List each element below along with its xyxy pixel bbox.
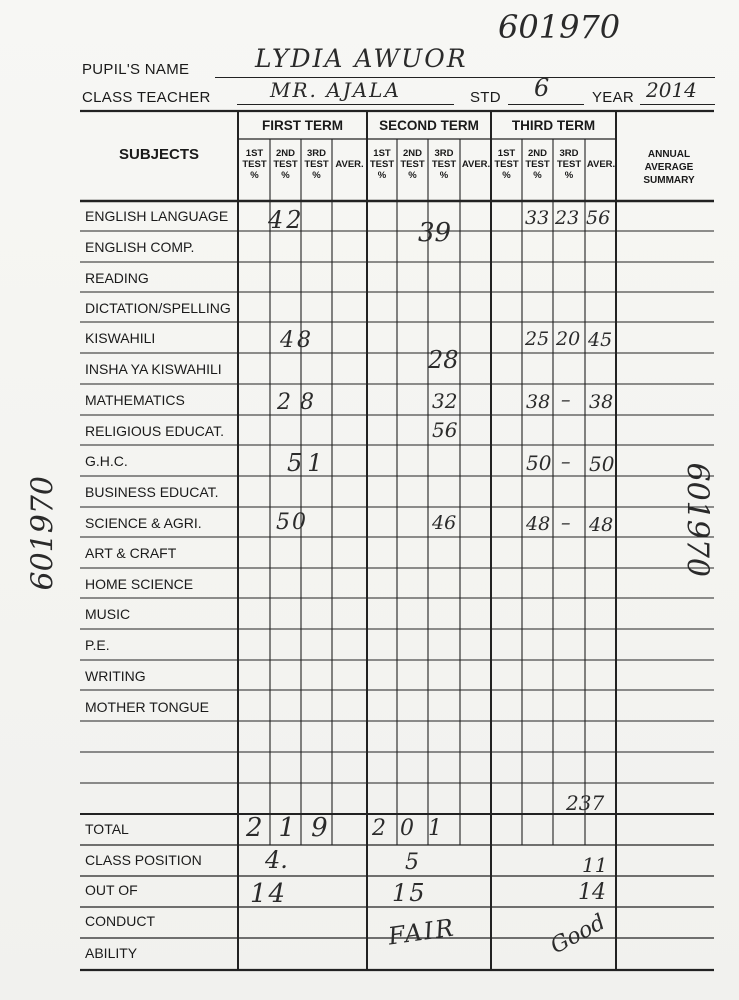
t1-test2-header: 2ND TEST % — [273, 148, 298, 181]
t3-test3-header: 3RD TEST % — [556, 148, 582, 181]
row-conduct: CONDUCT — [85, 913, 155, 929]
second-term-header: SECOND TERM — [379, 118, 479, 133]
mark-math-t1: 28 — [277, 390, 323, 415]
mark-science-t3-2nd: 48 — [526, 513, 551, 535]
mark-outof-t1: 14 — [250, 879, 288, 909]
mark-conduct: FAIR — [386, 913, 458, 951]
subject-music: MUSIC — [85, 606, 131, 622]
third-term-header: THIRD TERM — [511, 118, 596, 133]
mark-kiswahili-t3-avg: 45 — [588, 329, 613, 351]
std-value: 6 — [534, 74, 550, 102]
t1-aver-header: AVER. — [335, 159, 364, 170]
subject-business: BUSINESS EDUCAT. — [85, 484, 219, 500]
class-teacher-label: CLASS TEACHER — [82, 89, 211, 106]
mark-science-t3-avg: 48 — [589, 514, 614, 536]
mark-total-t2: 201 — [372, 816, 456, 841]
mark-ghc-t3-3rd: – — [561, 451, 571, 473]
mark-position-t1: 4. — [265, 846, 288, 874]
mark-english-t2: 39 — [418, 218, 452, 248]
std-label: STD — [470, 89, 501, 106]
t2-test2-header: 2ND TEST % — [400, 148, 425, 181]
mark-outof-t2: 15 — [392, 879, 427, 907]
mark-total-t1: 219 — [246, 813, 344, 843]
annual-average-header: ANNUAL AVERAGE SUMMARY — [643, 149, 695, 186]
mark-position-t2: 5 — [405, 850, 419, 875]
subject-science: SCIENCE & AGRI. — [85, 515, 202, 531]
mark-math-t3-3rd: – — [561, 389, 571, 411]
subject-pe: P.E. — [85, 637, 110, 653]
mark-math-t3-avg: 38 — [589, 391, 614, 413]
subject-insha: INSHA YA KISWAHILI — [85, 361, 222, 377]
mark-ghc-t3-2nd: 50 — [526, 451, 552, 475]
row-class-position: CLASS POSITION — [85, 852, 202, 868]
mark-english-t3-avg: 56 — [586, 207, 611, 229]
subject-dictation: DICTATION/SPELLING — [85, 300, 231, 316]
mark-english-t1: 42 — [268, 206, 305, 234]
t3-aver-header: AVER. — [586, 159, 616, 170]
mark-kiswahili-t3-3rd: 20 — [556, 328, 581, 350]
mark-math-t3-2nd: 38 — [526, 391, 551, 413]
mark-kiswahili-t3-2nd: 25 — [525, 328, 550, 350]
subject-english-comp: ENGLISH COMP. — [85, 239, 195, 255]
year-value: 2014 — [646, 78, 697, 102]
pupil-name-value: LYDIA AWUOR — [255, 44, 468, 73]
side-number-right: 601970 — [679, 462, 715, 578]
t1-test1-header: 1ST TEST % — [242, 148, 267, 181]
side-number-left: 601970 — [25, 475, 61, 591]
mark-t3-sum: 237 — [566, 791, 605, 815]
mark-science-t2: 46 — [432, 512, 457, 534]
t3-test1-header: 1ST TEST % — [494, 148, 519, 181]
t2-test1-header: 1ST TEST % — [369, 148, 395, 181]
subject-art: ART & CRAFT — [85, 545, 177, 561]
mark-position-t3: 11 — [582, 853, 608, 877]
subject-mother-tongue: MOTHER TONGUE — [85, 699, 209, 715]
subject-ghc: G.H.C. — [85, 453, 128, 469]
t3-test2-header: 2ND TEST % — [525, 148, 550, 181]
mark-ghc-t3-avg: 50 — [589, 452, 615, 476]
mark-religious-t2: 56 — [432, 418, 458, 442]
subject-reading: READING — [85, 270, 149, 286]
t2-test3-header: 3RD TEST % — [431, 148, 457, 181]
row-ability: ABILITY — [85, 945, 138, 961]
subject-mathematics: MATHEMATICS — [85, 392, 185, 408]
mark-english-t3-3rd: 23 — [555, 207, 580, 229]
first-term-header: FIRST TERM — [262, 118, 343, 133]
subject-religious: RELIGIOUS EDUCAT. — [85, 423, 224, 439]
class-teacher-value: MR. AJALA — [270, 78, 401, 102]
mark-science-t3-3rd: – — [561, 512, 571, 534]
subject-english-language: ENGLISH LANGUAGE — [85, 208, 229, 224]
mark-ghc-t1: 51 — [287, 449, 328, 477]
mark-kiswahili-t1: 48 — [280, 328, 314, 353]
t1-test3-header: 3RD TEST % — [304, 148, 329, 181]
mark-math-t2: 32 — [432, 389, 458, 413]
subject-kiswahili: KISWAHILI — [85, 330, 156, 346]
mark-science-t1: 50 — [276, 510, 308, 535]
subject-home-science: HOME SCIENCE — [85, 576, 194, 592]
year-label: YEAR — [592, 89, 635, 106]
subject-writing: WRITING — [85, 668, 146, 684]
mark-english-t3-2nd: 33 — [525, 207, 550, 229]
mark-outof-t3: 14 — [578, 880, 606, 905]
subjects-header: SUBJECTS — [118, 146, 200, 163]
row-total: TOTAL — [85, 821, 129, 837]
row-out-of: OUT OF — [85, 882, 138, 898]
t2-aver-header: AVER. — [461, 159, 491, 170]
mark-ability: Good — [546, 909, 610, 960]
mark-insha-t2: 28 — [428, 346, 459, 374]
pupil-name-label: PUPIL'S NAME — [82, 61, 190, 78]
document-number: 601970 — [498, 8, 621, 46]
